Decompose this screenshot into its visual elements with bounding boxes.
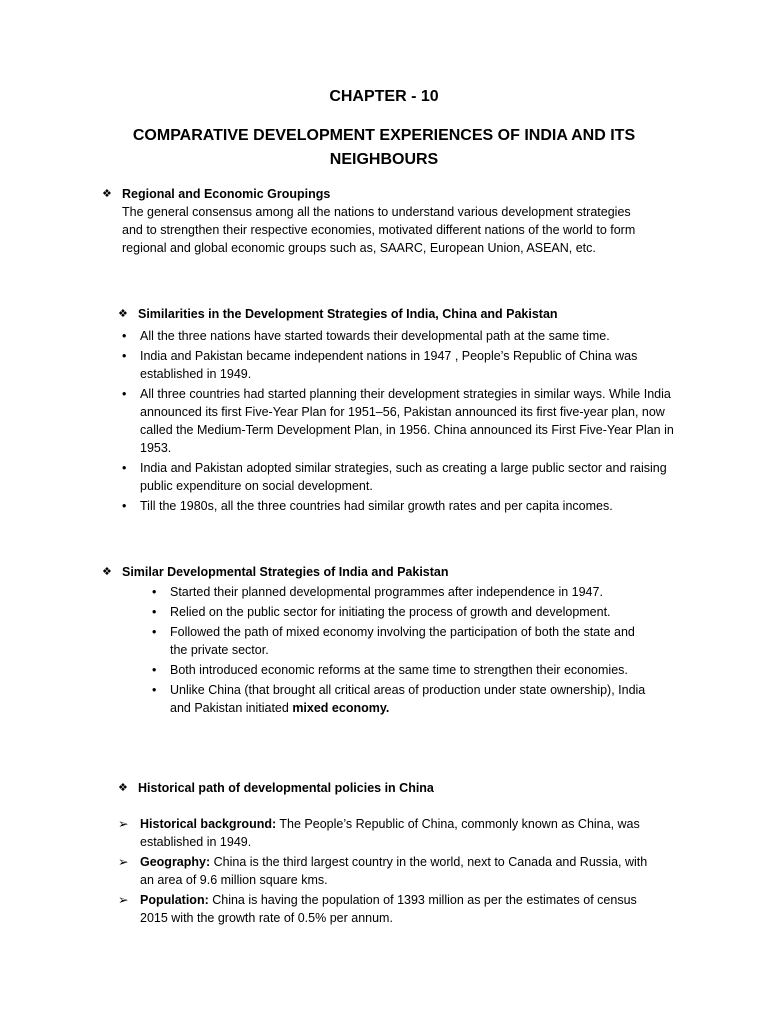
section-similarities (118, 305, 678, 517)
bullet-list (148, 583, 648, 717)
bullet-list (118, 327, 678, 515)
list-item: • Unlike China (that brought all critical areas of production under state ownership), India and Pakistan initiated mixed economy. (152, 683, 646, 715)
section-paragraph: The general consensus among all the nations to understand various development strategies and to strengthen their respective economies, motivated different nations of the world to form regional and global economic groups such as, SAARC, European Union, ASEAN, etc. (122, 205, 636, 255)
bullet-icon: • (122, 499, 127, 513)
list-item: • India and Pakistan adopted similar strategies, such as creating a large public sector and raising public expenditure on social development. (122, 461, 667, 493)
chapter-heading: CHAPTER - 10 (329, 88, 439, 105)
bullet-icon: • (122, 387, 127, 401)
chapter-title: COMPARATIVE DEVELOPMENT EXPERIENCES OF INDIA AND ITS NEIGHBOURS (132, 127, 636, 168)
list-item: ➢ Population: China is having the population of 1393 million as per the estimates of census 2015 with the growth rate of 0.5% per annum. (118, 893, 637, 925)
list-item: • India and Pakistan became independent nations in 1947 , People’s Republic of China was established in 1949. (122, 349, 638, 381)
diamond-bullet-icon: ❖ (102, 188, 112, 200)
section-india-pakistan (102, 563, 662, 719)
list-item: • Relied on the public sector for initiating the process of growth and development. (152, 605, 611, 619)
list-item: • Both introduced economic reforms at the same time to strengthen their economies. (152, 663, 628, 677)
list-item: • Till the 1980s, all the three countries had similar growth rates and per capita incomes. (122, 499, 613, 513)
arrow-list (118, 815, 658, 927)
section-heading: Similarities in the Development Strategies of India, China and Pakistan (138, 307, 558, 321)
list-item: ➢ Geography: China is the third largest country in the world, next to Canada and Russia, with an area of 9.6 million square kms. (118, 855, 648, 887)
diamond-bullet-icon: ❖ (102, 566, 112, 578)
bullet-icon: • (122, 329, 127, 343)
section-regional-groupings (102, 185, 642, 257)
arrow-bullet-icon: ➢ (118, 817, 129, 831)
arrow-bullet-icon: ➢ (118, 893, 129, 907)
bullet-icon: • (152, 683, 157, 697)
bold-term: mixed economy. (292, 701, 390, 715)
section-heading: Regional and Economic Groupings (122, 187, 331, 201)
diamond-bullet-icon: ❖ (118, 782, 128, 794)
bullet-icon: • (122, 349, 127, 363)
list-item: • Followed the path of mixed economy involving the participation of both the state and the private sector. (152, 625, 635, 657)
bullet-icon: • (152, 663, 157, 677)
section-heading: Similar Developmental Strategies of India and Pakistan (122, 565, 449, 579)
list-item: ➢ Historical background: The People’s Republic of China, commonly known as China, was established in 1949. (118, 817, 640, 849)
arrow-bullet-icon: ➢ (118, 855, 129, 869)
bullet-icon: • (122, 461, 127, 475)
diamond-bullet-icon: ❖ (118, 308, 128, 320)
list-item: • All three countries had started planning their development strategies in similar ways. While India announced its first Five-Year Plan for 1951–56, Pakistan announced its first five-year plan, now called the Medium-Term Development Plan, in 1956. China announced its First Five-Year Plan in 1953. (122, 387, 674, 455)
section-china-history (118, 779, 678, 797)
list-item: • Started their planned developmental programmes after independence in 1947. (152, 585, 603, 599)
list-item: • All the three nations have started towards their developmental path at the same time. (122, 329, 610, 343)
bullet-icon: • (152, 605, 157, 619)
bullet-icon: • (152, 585, 157, 599)
china-facts-list-container (118, 815, 658, 929)
section-heading: Historical path of developmental policies in China (138, 781, 434, 795)
bullet-icon: • (152, 625, 157, 639)
